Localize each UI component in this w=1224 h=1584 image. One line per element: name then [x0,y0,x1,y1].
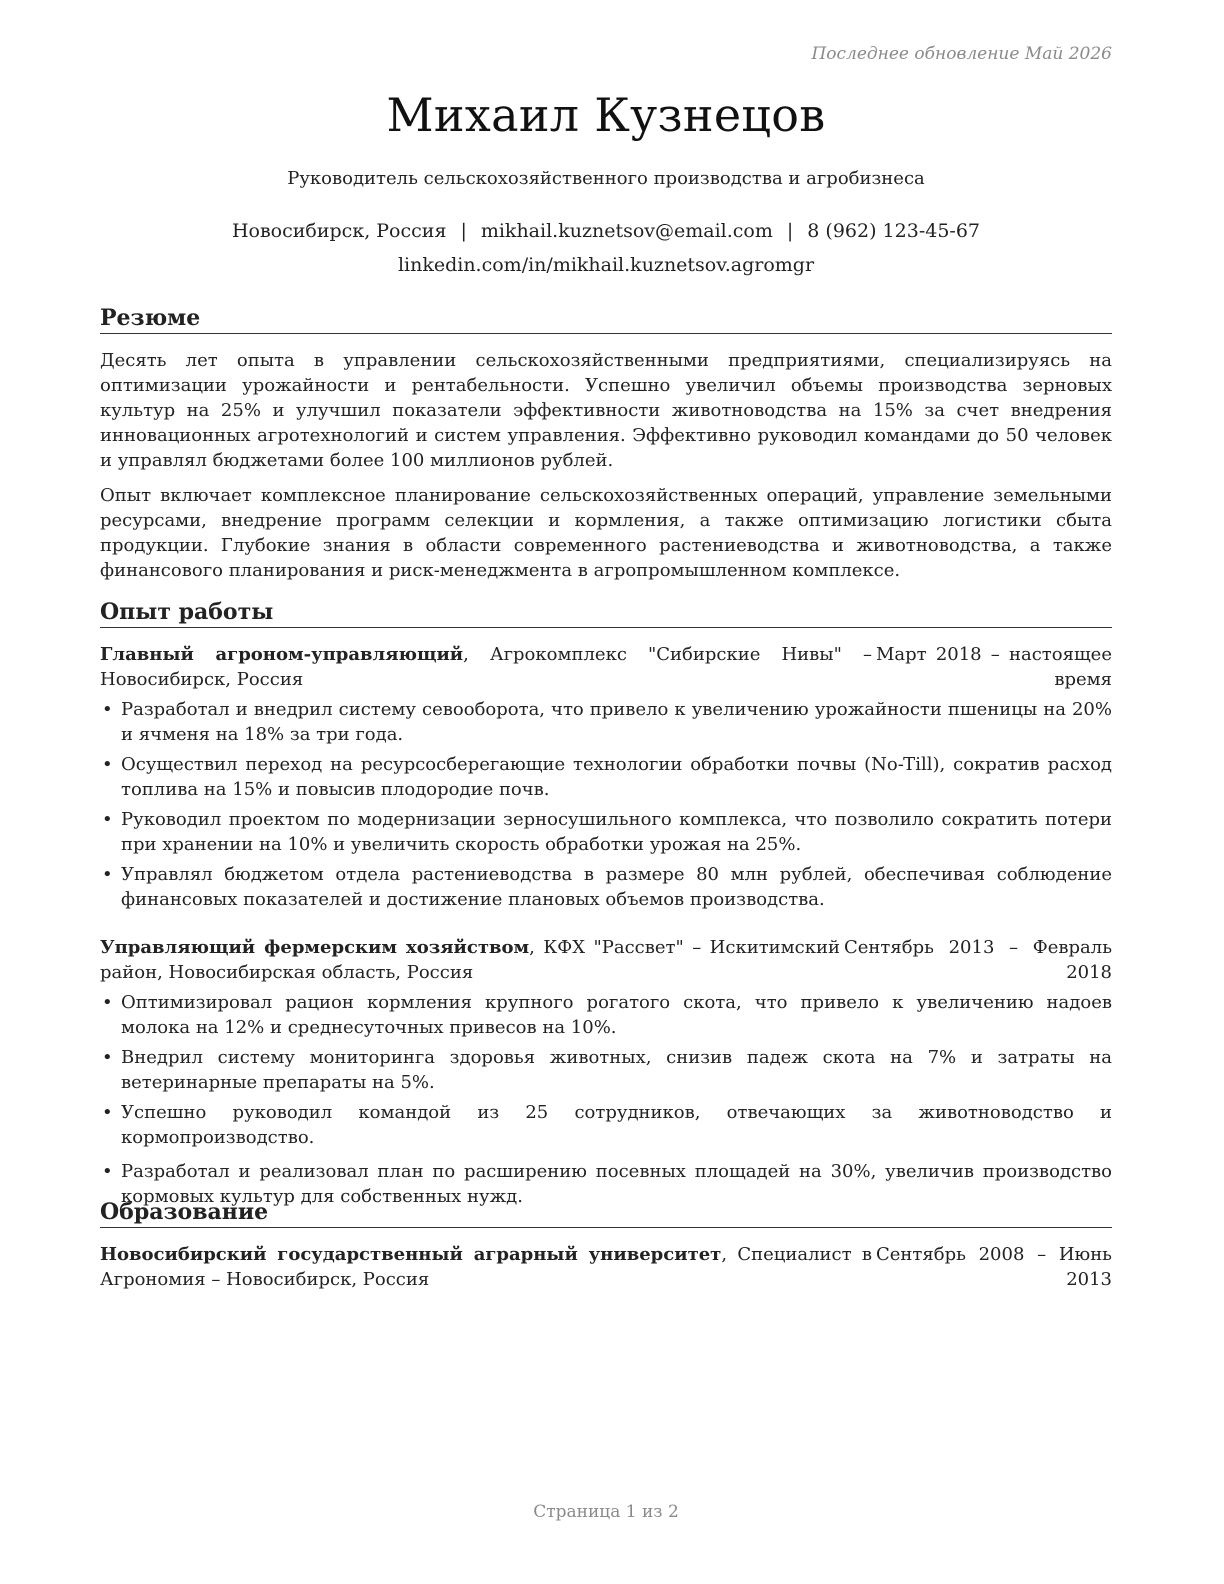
last-updated: Последнее обновление Май 2026 [811,44,1112,64]
location: Новосибирск, Россия [231,220,447,242]
contact-separator: | [460,220,467,242]
section-title-summary: Резюме [100,304,1112,334]
bullet-icon: • [102,864,113,885]
phone-number: 8 (962) 123-45-67 [807,220,981,242]
job-bullets [100,697,1112,917]
job-header [100,935,1112,985]
bullet-icon: • [102,992,113,1013]
list-item: • Разработал и реализовал план по расширению посевных площадей на 30%, увеличив производство кормовых культур для собственных нужд. [102,1161,1112,1207]
contact-separator: | [786,220,794,242]
job-bullets [100,990,1112,1214]
contact-line [100,220,1112,242]
education-title-line [100,1242,872,1292]
list-item: • Осуществил переход на ресурсосберегающие технологии обработки почвы (No-Till), сократив расход топлива на 15% и повысив плодородие почв. [102,754,1112,800]
job-organization: , Агрокомплекс "Сибирские Нивы" – Новосибирск, Россия [100,644,872,690]
job-role: Главный агроном-управляющий [100,644,464,665]
bullet-icon: • [102,1047,113,1068]
section-title-education: Образование [100,1198,1112,1228]
job-dates: Март 2018 – настоящее время [876,644,1112,690]
education-dates: Сентябрь 2008 – Июнь 2013 [876,1244,1112,1290]
list-item: • Управлял бюджетом отдела растениеводства в размере 80 млн рублей, обеспечивая соблюдение финансовых показателей и достижение плановых объемов производства. [102,864,1112,910]
job-dates: Сентябрь 2013 – Февраль 2018 [844,937,1112,983]
job-header [100,642,1112,692]
resume-page [100,0,1112,1584]
job-organization: , КФХ "Рассвет" – Искитимский район, Новосибирская область, Россия [100,937,840,983]
list-item: • Внедрил систему мониторинга здоровья животных, снизив падеж скота на 7% и затраты на ветеринарные препараты на 5%. [102,1047,1112,1093]
job-title-line [100,935,840,985]
list-item: • Разработал и внедрил систему севооборота, что привело к увеличению урожайности пшеницы на 20% и ячменя на 18% за три года. [102,699,1112,745]
email-link[interactable]: mikhail.kuznetsov@email.com [480,220,773,242]
bullet-icon: • [102,809,113,830]
summary-paragraph: Десять лет опыта в управлении сельскохозяйственными предприятиями, специализируясь на оптимизации урожайности и рентабельности. Успешно увеличил объемы производства зерновых культур на 25% и улучшил показатели эффективности животноводства на 15% за счет внедрения инновационных агротехнологий и систем управления. Эффективно руководил командами до 50 человек и управлял бюджетами более 100 миллионов рублей. [100,350,1112,471]
school-name: Новосибирский государственный аграрный университет [100,1244,722,1265]
page-number: Страница 1 из 2 [533,1502,679,1522]
section-title-experience: Опыт работы [100,598,1112,628]
linkedin-link[interactable]: linkedin.com/in/mikhail.kuznetsov.agromgr [397,254,815,276]
job-role: Управляющий фермерским хозяйством [100,937,530,958]
bullet-icon: • [102,1102,113,1123]
candidate-name: Михаил Кузнецов [386,88,826,142]
degree-detail: , Специалист в Агрономия – Новосибирск, Россия [100,1244,872,1290]
bullet-icon: • [102,754,113,775]
list-item: • Успешно руководил командой из 25 сотрудников, отвечающих за животноводство и кормопроизводство. [102,1102,1112,1148]
bullet-icon: • [102,1161,113,1182]
bullet-icon: • [102,699,113,720]
candidate-title: Руководитель сельскохозяйственного производства и агробизнеса [287,168,925,189]
list-item: • Оптимизировал рацион кормления крупного рогатого скота, что привело к увеличению надоев молока на 12% и среднесуточных привесов на 10%. [102,992,1112,1038]
education-entry [100,1242,1112,1292]
list-item: • Руководил проектом по модернизации зерносушильного комплекса, что позволило сократить потери при хранении на 10% и увеличить скорость обработки урожая на 25%. [102,809,1112,855]
job-title-line [100,642,872,692]
summary-paragraph: Опыт включает комплексное планирование сельскохозяйственных операций, управление земельными ресурсами, внедрение программ селекции и кормления, а также оптимизацию логистики сбыта продукции. Глубокие знания в области современного растениеводства и животноводства, а также финансового планирования и риск-менеджмента в агропромышленном комплексе. [100,485,1112,581]
